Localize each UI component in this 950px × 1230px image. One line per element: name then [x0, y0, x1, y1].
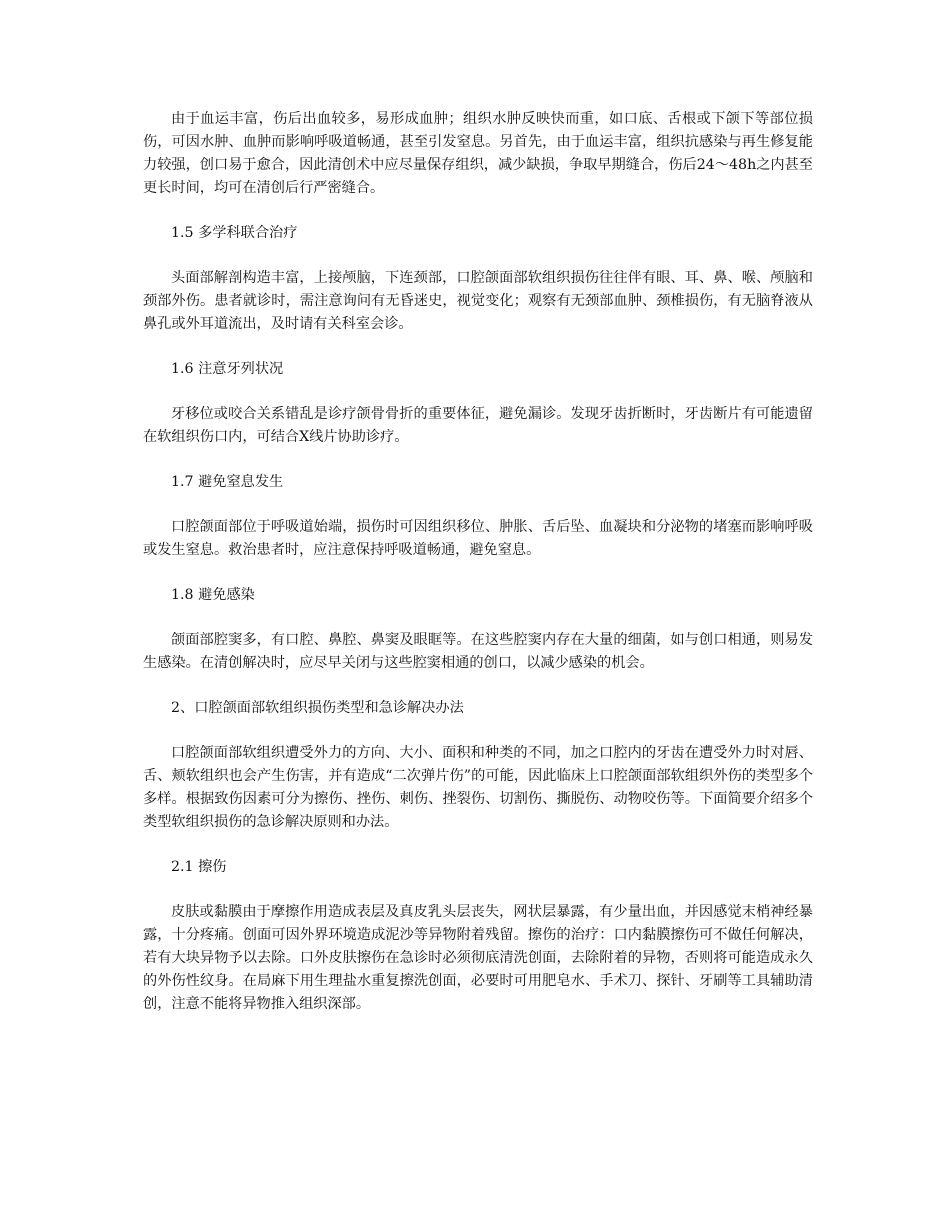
- paragraph-dentition: 牙移位或咬合关系错乱是诊疗颌骨骨折的重要体征，避免漏诊。发现牙齿折断时，牙齿断片有可能遗留在软组织伤口内，可结合X线片协助诊疗。: [143, 406, 813, 445]
- paragraph-injury-types: 口腔颌面部软组织遭受外力的方向、大小、面积和种类的不同，加之口腔内的牙齿在遭受外力时对唇、舌、颊软组织也会产生伤害，并有造成“二次弹片伤”的可能，因此临床上口腔颌面部软组织外伤的类型多个多样。根据致伤因素可分为擦伤、挫伤、刺伤、挫裂伤、切割伤、撕脱伤、动物咬伤等。下面简要介绍多个类型软组织损伤的急诊解决原则和办法。: [143, 745, 813, 830]
- paragraph-infection: 颌面部腔窦多，有口腔、鼻腔、鼻窦及眼眶等。在这些腔窦内存在大量的细菌，如与创口相通，则易发生感染。在清创解决时，应尽早关闭与这些腔窦相通的创口，以减少感染的机会。: [143, 632, 813, 671]
- heading-2: 2、口腔颌面部软组织损伤类型和急诊解决办法: [171, 700, 464, 716]
- paragraph-multidisciplinary: 头面部解剖构造丰富，上接颅脑，下连颈部，口腔颌面部软组织损伤往往伴有眼、耳、鼻、喉、颅脑和颈部外伤。患者就诊时，需注意询问有无昏迷史，视觉变化；观察有无颈部血肿、颈椎损伤，有无脑脊液从鼻孔或外耳道流出，及时请有关科室会诊。: [143, 270, 813, 332]
- heading-2-1: 2.1 擦伤: [171, 859, 227, 875]
- heading-1-5: 1.5 多学科联合治疗: [171, 225, 298, 241]
- heading-1-6: 1.6 注意牙列状况: [171, 361, 284, 377]
- paragraph-blood-supply: 由于血运丰富，伤后出血较多，易形成血肿；组织水肿反映快而重，如口底、舌根或下颌下等部位损伤，可因水肿、血肿而影响呼吸道畅通，甚至引发窒息。另首先，由于血运丰富，组织抗感染与再生修复能力较强，创口易于愈合，因此清创术中应尽量保存组织，减少缺损，争取早期缝合，伤后24～48h之内甚至更长时间，均可在清创后行严密缝合。: [143, 111, 813, 196]
- heading-1-7: 1.7 避免窒息发生: [171, 474, 284, 490]
- document-page: [143, 108, 813, 1038]
- paragraph-asphyxia: 口腔颌面部位于呼吸道始端，损伤时可因组织移位、肿胀、舌后坠、血凝块和分泌物的堵塞而影响呼吸或发生窒息。救治患者时，应注意保持呼吸道畅通，避免窒息。: [143, 519, 813, 558]
- heading-1-8: 1.8 避免感染: [171, 587, 255, 603]
- paragraph-abrasion: 皮肤或黏膜由于摩擦作用造成表层及真皮乳头层丧失，网状层暴露，有少量出血，并因感觉末梢神经暴露，十分疼痛。创面可因外界环境造成泥沙等异物附着残留。擦伤的治疗：口内黏膜擦伤可不做任何解决，若有大块异物予以去除。口外皮肤擦伤在急诊时必须彻底清洗创面，去除附着的异物，否则将可能造成永久的外伤性纹身。在局麻下用生理盐水重复擦洗创面，必要时可用肥皂水、手术刀、探针、牙刷等工具辅助清创，注意不能将异物推入组织深部。: [143, 904, 813, 1012]
